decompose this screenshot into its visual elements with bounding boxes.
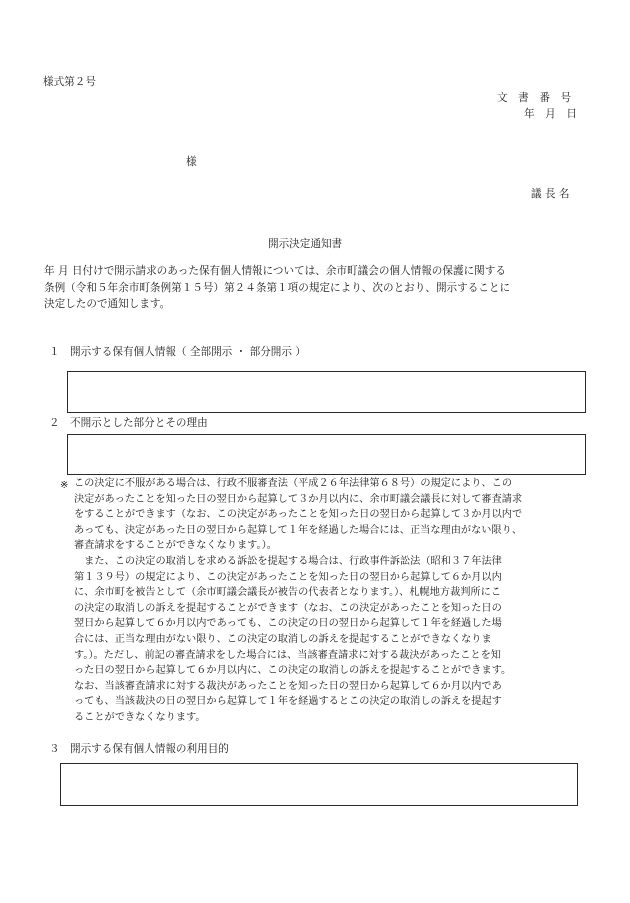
recipient-suffix: 様 [186,156,197,168]
note-line: あっても、決定があった日の翌日から起算して１年を経過した場合には、正当な理由がない限り、 [74,524,523,536]
document-number-label: 文 書 番 号 [497,92,572,104]
disclosed-info-box[interactable] [67,371,586,413]
section-2-number: ２ [49,417,60,429]
note-line: この決定に不服がある場合は、行政不服審査法（平成２６年法律第６８号）の規定により、この [74,478,513,489]
note-line: の決定の取消しの訴えを提起することができます（なお、この決定があったことを知った日の [74,602,502,614]
note-line: った日の翌日から起算して６か月以内に、この決定の取消しの訴えを提起することができます。 [74,665,512,677]
appeal-notice [74,476,522,726]
section-2-title: 不開示とした部分とその理由 [70,417,208,429]
note-line: っても、当該裁決の日の翌日から起算して１年を経過するとこの決定の取消しの訴えを提起す [74,696,502,708]
sender-name: 議 長 名 [531,188,570,200]
note-line: また、この決定の取消しを求める訴訟を提起する場合は、行政事件訴訟法（昭和３７年法律 [74,555,502,567]
usage-purpose-box[interactable] [60,763,578,806]
note-line: をすることができます（なお、この決定があったことを知った日の翌日から起算して３か月以内で [74,509,523,521]
section-1-number: １ [49,346,60,358]
section-3-number: ３ [49,743,60,755]
intro-paragraph [44,263,510,313]
note-line: 審査請求をすることができなくなります。）。 [74,540,277,552]
intro-line: 決定したので通知します。 [44,298,171,310]
note-mark: ※ [60,480,69,491]
note-line: す。）。ただし、前記の審査請求をした場合には、当該審査請求に対する裁決があったことを知 [74,649,501,661]
note-line: に、余市町を被告として（余市町議会議長が被告の代表者となります。）、札幌地方裁判所にこ [74,587,502,599]
note-line: 合には、正当な理由がない限り、この決定の取消しの訴えを提起することができなくなりま [74,633,492,645]
note-line: 翌日から起算して６か月以内であっても、この決定の日の翌日から起算して１年を経過した場 [74,618,502,630]
note-line: 決定があったことを知った日の翌日から起算して３か月以内に、余市町議会議長に対して審査請求 [74,493,523,505]
section-3-title: 開示する保有個人情報の利用目的 [70,743,229,755]
note-line: 第１３９号）の規定により、この決定があったことを知った日の翌日から起算して６か月以内 [74,571,502,583]
form-label: 様式第２号 [43,76,96,88]
document-title: 開示決定通知書 [268,238,343,250]
intro-line: 年 月 日付けで開示請求のあった保有個人情報については、余市町議会の個人情報の保護に関する [44,265,506,277]
note-line: ることができなくなります。 [74,711,206,723]
section-1-title: 開示する保有個人情報（ 全部開示 ・ 部分開示 ） [70,346,306,358]
intro-line: 条例（令和５年余市町条例第１５号）第２４条第１項の規定により、次のとおり、開示することに [44,281,511,294]
non-disclosure-reason-box[interactable] [67,434,586,475]
note-line: なお、当該審査請求に対する裁決があったことを知った日の翌日から起算して６か月以内であ [74,680,502,692]
date-label: 年 月 日 [524,108,577,120]
